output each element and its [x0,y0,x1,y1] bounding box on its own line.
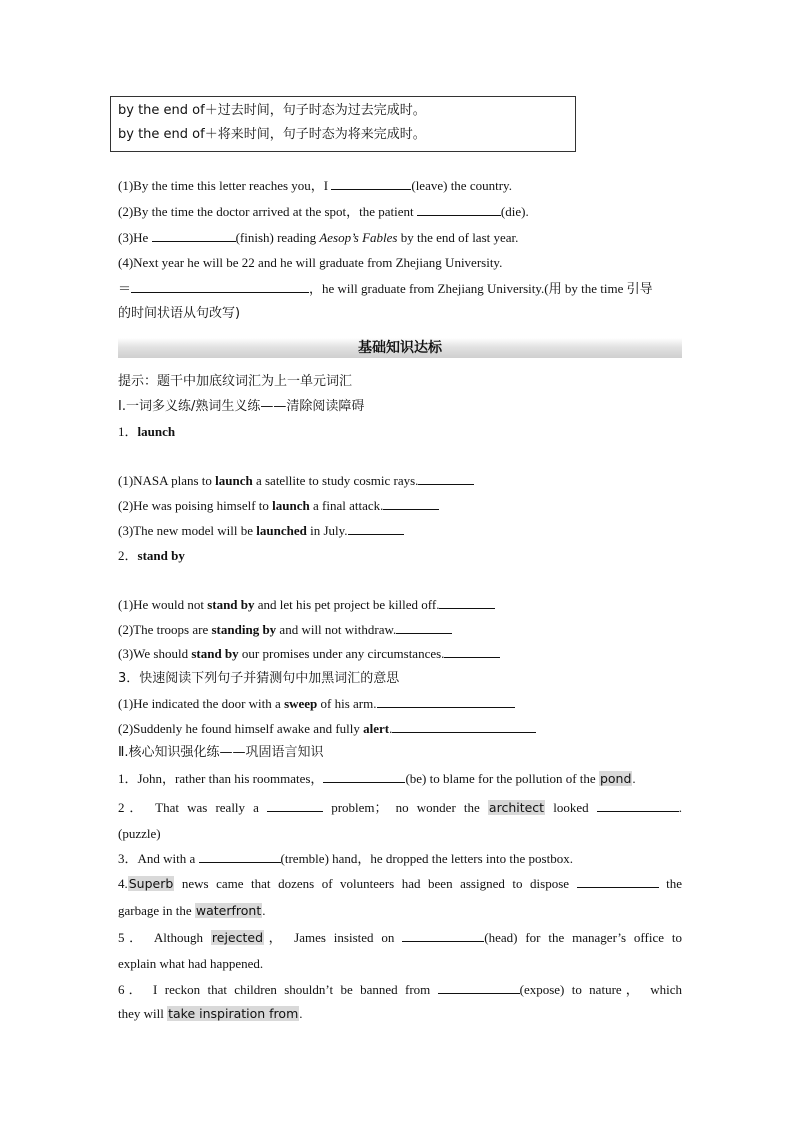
item-text: . [262,903,266,918]
word-2-sentence-3 [118,644,500,664]
item-text: 3．And with a [118,851,199,866]
word-3-sentence-1 [118,694,515,714]
word-1-sentence-1 [118,471,474,491]
answer-blank[interactable] [383,497,439,510]
answer-blank[interactable] [577,875,659,888]
section-banner [118,338,682,358]
core-item-6 [118,980,682,1000]
core-item-6-line2 [118,1004,303,1024]
sentence-text: (1)He indicated the door with a [118,696,285,711]
item-text: they will [118,1006,168,1021]
sentence-text: and will not withdraw. [276,622,397,637]
answer-blank[interactable] [439,596,495,609]
item-text: 5． Although [118,930,211,945]
practice-item-4-line2 [118,279,653,299]
rule-line-2: by the end of＋将来时间，句子时态为将来完成时。 [118,127,426,142]
answer-blank[interactable] [377,695,515,708]
sentence-text: (2)The troops are [118,622,212,637]
sentence-text: (2)Suddenly he found himself awake and fully [118,721,364,736]
answer-blank[interactable] [323,770,405,783]
answer-blank[interactable] [438,981,520,994]
practice-item-4-line3: 的时间状语从句改写) [118,306,241,321]
item-text: by the end of last year. [397,230,519,245]
book-title: Aesop’s Fables [319,230,398,245]
item-text: ，he will graduate from Zhejiang University.(用 by the time 引导 [309,281,653,296]
answer-blank[interactable] [199,850,281,863]
bold-word: stand by [191,646,239,661]
shaded-word: rejected [211,930,264,945]
answer-blank[interactable] [348,522,404,535]
bold-word: alert [363,721,390,736]
item-text: . [299,1006,303,1021]
item-text: 6． I reckon that children shouldn’t be banned from [118,982,438,997]
shaded-word: waterfront [195,903,262,918]
bold-word: launch [215,473,253,488]
core-item-2-line2: (puzzle) [118,826,161,841]
equals-sign: ＝ [118,281,132,296]
item-text: (finish) reading [235,230,320,245]
answer-blank[interactable] [417,203,501,216]
core-item-2 [118,798,682,818]
sentence-text: (3)The new model will be [118,523,257,538]
answer-blank[interactable] [396,621,452,634]
item-text: (die). [500,204,529,219]
shaded-word: architect [488,800,545,815]
bold-word: launch [272,498,310,513]
key-word: stand by [137,548,185,563]
core-item-4-line2 [118,901,266,921]
item-text: problem； no wonder the [323,800,488,815]
item-number: 1． [118,424,138,439]
word-1-sentence-3 [118,521,404,541]
sentence-text: and let his pet project be killed off. [254,597,440,612]
item-text: 2． That was really a [118,800,268,815]
core-item-5-line2: explain what had happened. [118,956,264,971]
word-2-heading [118,546,185,566]
item-text: . [632,771,636,786]
answer-blank[interactable] [331,177,411,190]
shaded-word: Superb [128,876,174,891]
bold-word: launched [256,523,307,538]
core-item-3 [118,849,573,869]
item-text: ， James insisted on [264,930,403,945]
item-text: garbage in the [118,903,195,918]
practice-item-3 [118,228,518,248]
core-item-4 [118,874,682,894]
practice-item-2 [118,202,529,222]
sentence-text: (3)We should [118,646,192,661]
item-text: (tremble) hand，he dropped the letters into the postbox. [280,851,573,866]
word-2-sentence-2 [118,620,452,640]
core-item-5 [118,928,682,948]
item-text: 1．John，rather than his roommates， [118,771,324,786]
answer-blank[interactable] [152,229,236,242]
answer-blank[interactable] [402,929,484,942]
section-title: 基础知识达标 [358,340,442,356]
sentence-text: (2)He was poising himself to [118,498,273,513]
sentence-text: of his arm. [317,696,377,711]
part1-heading: Ⅰ.一词多义练/熟词生义练——清除阅读障碍 [118,399,365,414]
answer-blank[interactable] [267,799,323,812]
item-number: 4. [118,876,128,891]
answer-blank[interactable] [392,720,536,733]
core-item-1 [118,769,636,789]
sentence-text: in July. [306,523,348,538]
item-text: (head) for the manager’s office to [484,930,682,945]
rule-line-1: by the end of＋过去时间，句子时态为过去完成时。 [118,103,426,118]
answer-blank[interactable] [597,799,679,812]
item-text: (be) to blame for the pollution of the [405,771,599,786]
answer-blank[interactable] [444,645,500,658]
practice-item-1 [118,176,512,196]
answer-blank[interactable] [131,280,309,293]
hint-text: 提示：题干中加底纹词汇为上一单元词汇 [118,374,353,389]
sentence-text: . [389,721,393,736]
bold-word: standing by [211,622,277,637]
item-text: (expose) to nature， which [519,982,682,997]
sentence-text: (1)NASA plans to [118,473,216,488]
item-text: (leave) the country. [411,178,512,193]
item-text: . [678,800,682,815]
answer-blank[interactable] [418,472,474,485]
item-text: looked [545,800,597,815]
item-text: (3)He [118,230,152,245]
word-2-sentence-1 [118,595,495,615]
key-word: launch [137,424,176,439]
item-text: (1)By the time this letter reaches you，I [118,178,332,193]
shaded-word: take inspiration from [168,1006,299,1021]
item-text: (2)By the time the doctor arrived at the spot，the patient [118,204,417,219]
word-1-sentence-2 [118,496,439,516]
sentence-text: a final attack. [309,498,384,513]
practice-item-4-line1: (4)Next year he will be 22 and he will graduate from Zhejiang University. [118,255,503,270]
item-text: the [658,876,682,891]
shaded-word: pond [599,771,632,786]
item-text: news came that dozens of volunteers had been assigned to dispose [174,876,577,891]
sentence-text: (1)He would not [118,597,208,612]
sentence-text: our promises under any circumstances. [238,646,445,661]
word-3-heading: 3．快速阅读下列句子并猜测句中加黑词汇的意思 [118,671,400,686]
word-1-heading [118,422,175,442]
item-number: 2． [118,548,138,563]
word-3-sentence-2 [118,719,536,739]
part2-heading: Ⅱ.核心知识强化练——巩固语言知识 [118,745,324,760]
sentence-text: a satellite to study cosmic rays. [252,473,419,488]
bold-word: sweep [284,696,318,711]
bold-word: stand by [207,597,255,612]
